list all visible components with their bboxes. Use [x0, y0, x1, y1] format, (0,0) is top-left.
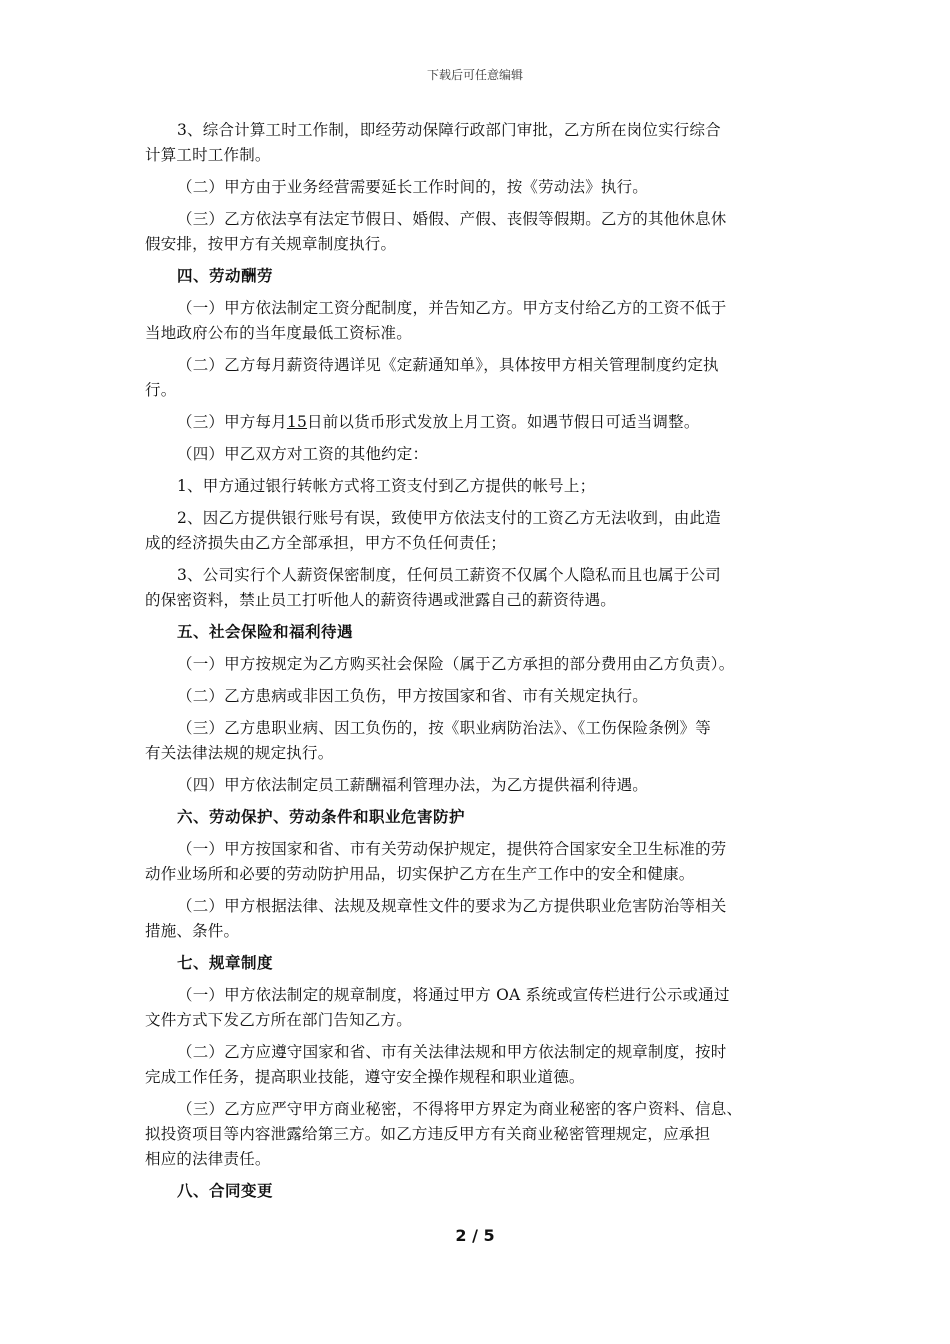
paragraph-line: 相应的法律责任。 — [145, 1150, 271, 1168]
paragraph-line: 1、甲方通过银行转帐方式将工资支付到乙方提供的帐号上； — [177, 477, 596, 495]
paragraph-line: （四）甲乙双方对工资的其他约定： — [177, 445, 429, 463]
paragraph — [145, 837, 815, 887]
paragraph — [145, 506, 815, 556]
paragraph — [145, 474, 815, 499]
paragraph-line: 拟投资项目等内容泄露给第三方。如乙方违反甲方有关商业秘密管理规定，应承担 — [145, 1125, 711, 1143]
paragraph-line: （三）乙方依法享有法定节假日、婚假、产假、丧假等假期。乙方的其他休息休 — [177, 210, 727, 228]
paragraph — [145, 175, 815, 200]
page-total: 5 — [483, 1226, 495, 1245]
paragraph-line: （二）乙方每月薪资待遇详见《定薪通知单》，具体按甲方相关管理制度约定执 — [177, 356, 719, 374]
page-current: 2 — [455, 1226, 467, 1245]
paragraph-line: （三）乙方应严守甲方商业秘密，不得将甲方界定为商业秘密的客户资料、信息、 — [177, 1100, 743, 1118]
document-body — [145, 118, 815, 1211]
paragraph-line: 假安排，按甲方有关规章制度执行。 — [145, 235, 397, 253]
paragraph-line: 当地政府公布的当年度最低工资标准。 — [145, 324, 412, 342]
paragraph-line: 2、因乙方提供银行账号有误，致使甲方依法支付的工资乙方无法收到，由此造 — [177, 509, 721, 527]
section-heading: 六、劳动保护、劳动条件和职业危害防护 — [177, 808, 466, 826]
paragraph-text: （三）甲方每月 — [177, 413, 287, 431]
paragraph — [145, 207, 815, 257]
section-heading: 八、合同变更 — [177, 1182, 274, 1200]
paragraph-line: 行。 — [145, 381, 177, 399]
pay-day-value: 15 — [286, 413, 308, 431]
paragraph — [145, 1097, 815, 1172]
paragraph-line: 的保密资料，禁止员工打听他人的薪资待遇或泄露自己的薪资待遇。 — [145, 591, 617, 609]
paragraph-line: （二）甲方由于业务经营需要延长工作时间的，按《劳动法》执行。 — [177, 178, 649, 196]
paragraph-text: 日前以货币形式发放上月工资。如遇节假日可适当调整。 — [307, 413, 700, 431]
paragraph-line: 计算工时工作制。 — [145, 146, 271, 164]
paragraph-line: （二）乙方患病或非因工负伤，甲方按国家和省、市有关规定执行。 — [177, 687, 649, 705]
paragraph-line: （二）甲方根据法律、法规及规章性文件的要求为乙方提供职业危害防治等相关 — [177, 897, 727, 915]
paragraph — [145, 716, 815, 766]
page-separator: / — [472, 1226, 478, 1245]
paragraph-line: （二）乙方应遵守国家和省、市有关法律法规和甲方依法制定的规章制度，按时 — [177, 1043, 727, 1061]
paragraph-line: 3、综合计算工时工作制，即经劳动保障行政部门审批，乙方所在岗位实行综合 — [177, 121, 721, 139]
paragraph — [145, 983, 815, 1033]
paragraph — [145, 563, 815, 613]
paragraph — [145, 1040, 815, 1090]
paragraph — [145, 353, 815, 403]
paragraph-line: 完成工作任务，提高职业技能，遵守安全操作规程和职业道德。 — [145, 1068, 585, 1086]
paragraph-line: 措施、条件。 — [145, 922, 240, 940]
paragraph — [145, 296, 815, 346]
paragraph-line: （一）甲方依法制定工资分配制度，并告知乙方。甲方支付给乙方的工资不低于 — [177, 299, 727, 317]
page-number — [0, 1226, 950, 1245]
section-heading: 七、规章制度 — [177, 954, 274, 972]
paragraph — [145, 773, 815, 798]
paragraph — [145, 410, 815, 435]
paragraph — [145, 894, 815, 944]
page-header: 下载后可任意编辑 — [426, 68, 523, 82]
paragraph-line: （四）甲方依法制定员工薪酬福利管理办法，为乙方提供福利待遇。 — [177, 776, 649, 794]
paragraph-line: 动作业场所和必要的劳动防护用品，切实保护乙方在生产工作中的安全和健康。 — [145, 865, 695, 883]
paragraph-line: 文件方式下发乙方所在部门告知乙方。 — [145, 1011, 412, 1029]
section-heading: 五、社会保险和福利待遇 — [177, 623, 354, 641]
paragraph — [145, 442, 815, 467]
paragraph-line: （一）甲方依法制定的规章制度，将通过甲方 OA 系统或宣传栏进行公示或通过 — [177, 986, 730, 1004]
paragraph-line: （三）乙方患职业病、因工负伤的，按《职业病防治法》、《工伤保险条例》等 — [177, 719, 712, 737]
paragraph — [145, 684, 815, 709]
paragraph-line: （一）甲方按规定为乙方购买社会保险（属于乙方承担的部分费用由乙方负责）。 — [177, 655, 735, 673]
paragraph — [145, 652, 815, 677]
paragraph — [145, 118, 815, 168]
paragraph-line: 3、公司实行个人薪资保密制度，任何员工薪资不仅属个人隐私而且也属于公司 — [177, 566, 721, 584]
paragraph-line: （一）甲方按国家和省、市有关劳动保护规定，提供符合国家安全卫生标准的劳 — [177, 840, 727, 858]
section-heading: 四、劳动酬劳 — [177, 267, 274, 285]
paragraph-line: 有关法律法规的规定执行。 — [145, 744, 334, 762]
paragraph-line: 成的经济损失由乙方全部承担，甲方不负任何责任； — [145, 534, 507, 552]
